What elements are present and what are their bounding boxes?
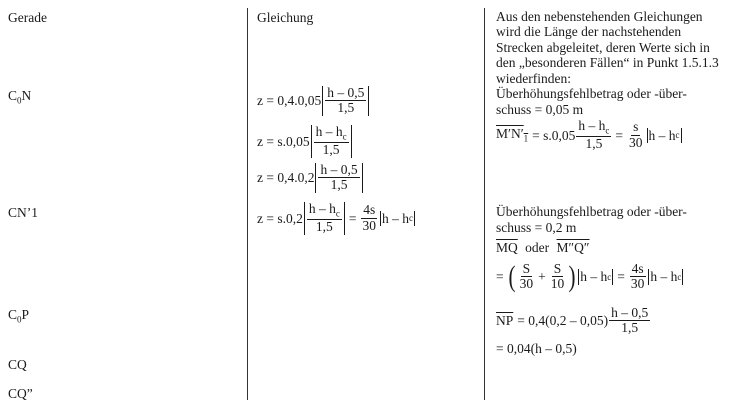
header-gleichung: Gleichung <box>257 10 314 25</box>
note-3-line2: = 0,04(h – 0,5) <box>496 341 577 356</box>
equation-4: z = s.0,2 $\frac{h - h_c}{1,5}$ = $\frac{4s}{30}$ h – h c <box>257 201 413 235</box>
note-2-segments: $\overline{MQ}$ oder M″Q″ <box>496 240 590 255</box>
label-c0n: $C_0N$ <box>8 88 32 106</box>
equation-2: z = s.0,05 $\frac{h - h_c}{1,5}$ <box>257 125 353 158</box>
column-divider-1 <box>247 8 248 400</box>
header-gerade: Gerade <box>8 10 47 25</box>
note-1-formula: $M'N'_1$ = s.0,05 $\frac{h - h_c}{1,5}$ = $\frac{s}{30}$ h – h c <box>496 118 680 152</box>
note-3-formula: $\overline{NP}$ = 0,4(0,2 – 0,05) $\frac{h - 0,5}{1,5}$ <box>496 305 649 336</box>
label-cq2: CQ” <box>8 386 33 401</box>
header-explanation: Aus den nebenstehenden Gleichungen wird die Länge der nachstehenden Strecken abgeleitet, deren Werte sich in den „besonderen Fällen“ in Punkt 1.5.1.3 wiederfinden: <box>496 9 719 86</box>
note-2-formula: = ( $\frac{S}{30}$ + $\frac{S}{10}$ ) h – h c = $\frac{4s}{30}$ h – h c <box>496 260 682 293</box>
equation-3: z = 0,4.0,2 $\frac{h - 0,5}{1,5}$ <box>257 163 364 193</box>
note-1-text: Überhöhungsfehlbetrag oder -über-schuss = 0,05 m <box>496 86 687 117</box>
equation-1: z = 0,4.0,05 $\frac{h - 0,5}{1,5}$ <box>257 86 370 116</box>
label-c0p: $C_0P$ <box>8 307 30 325</box>
label-cn1: CN’1 <box>8 205 38 220</box>
label-cq: CQ <box>8 357 27 372</box>
column-divider-2 <box>484 8 485 400</box>
note-2-text: Überhöhungsfehlbetrag oder -über-schuss = 0,2 m <box>496 204 687 235</box>
